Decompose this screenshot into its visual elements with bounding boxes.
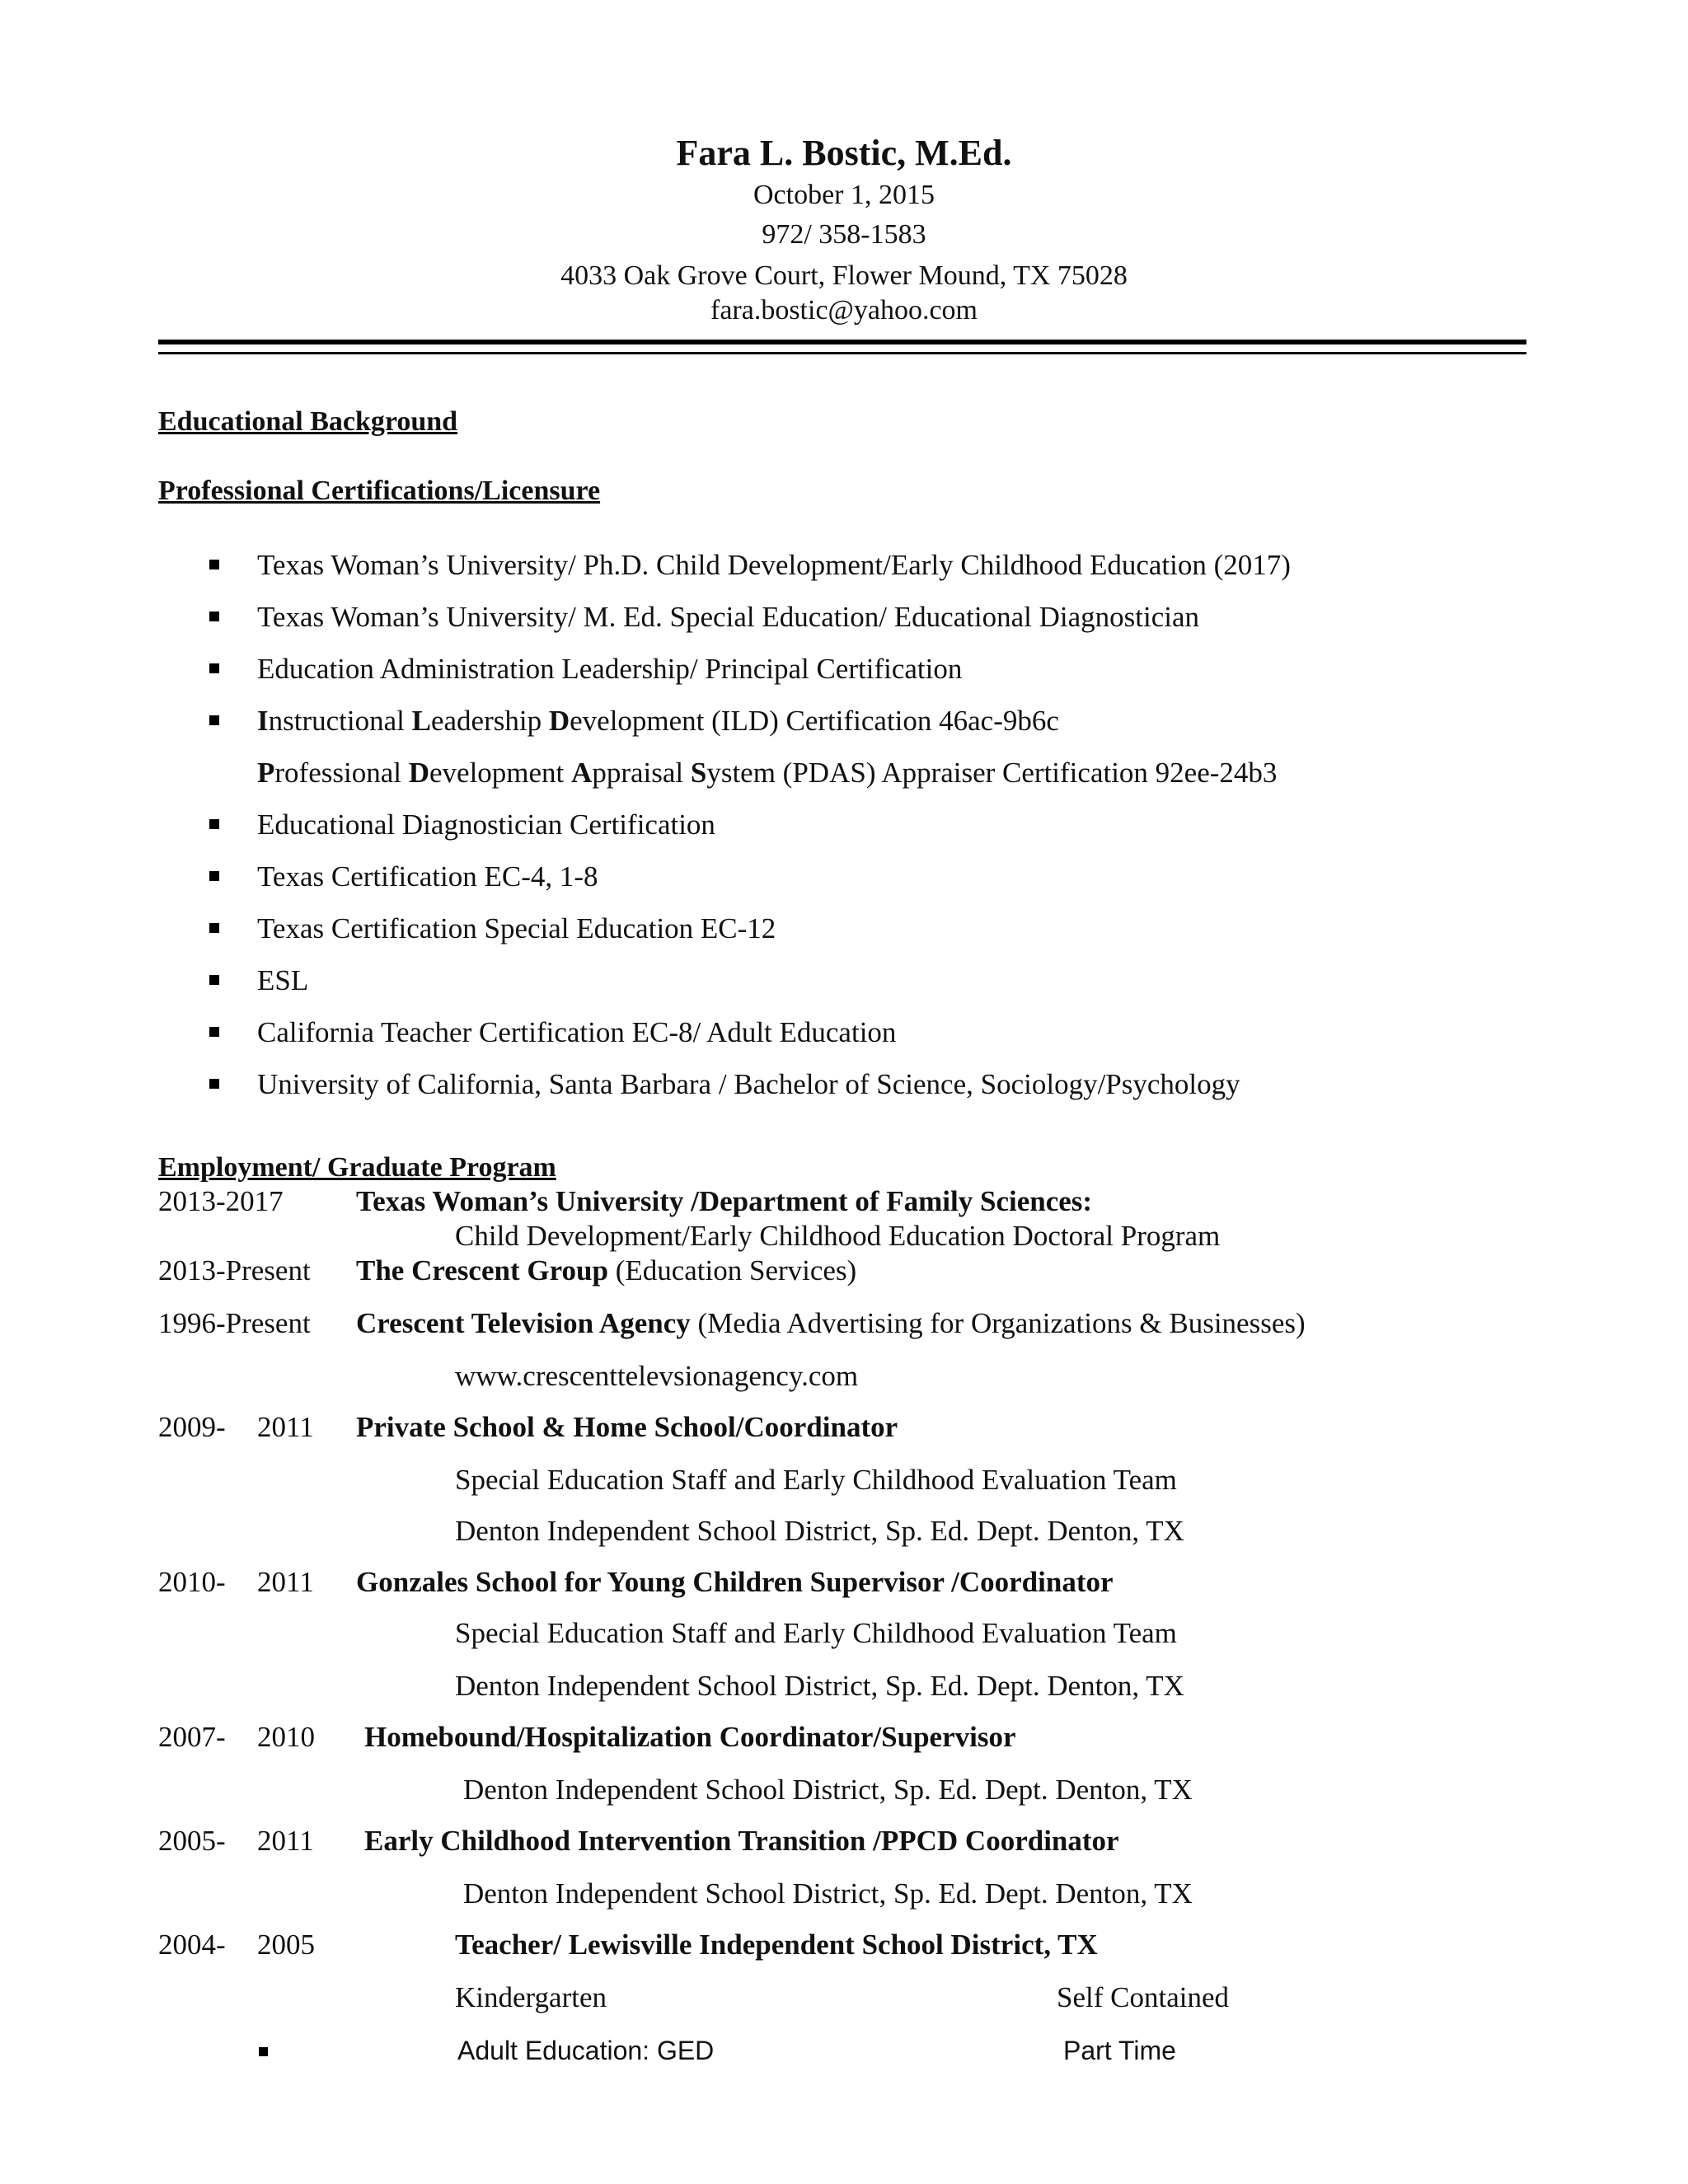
section-certifications: Professional Certifications/Licensure: [158, 476, 601, 506]
employment-title: Early Childhood Intervention Transition /PPCD Coordinator: [364, 1825, 1119, 1857]
bullet-icon: [209, 663, 219, 673]
employment-years: 2005-: [158, 1825, 226, 1857]
list-item: Texas Woman’s University/ Ph.D. Child Development/Early Childhood Education (2017): [158, 539, 1559, 591]
employment-title: Crescent Television Agency (Media Advertising for Organizations & Businesses): [356, 1307, 1306, 1339]
bullet-icon: [209, 819, 219, 829]
section-educational-background: Educational Background: [158, 406, 458, 437]
employment-years-end: 2011: [257, 1411, 314, 1443]
list-item: Texas Certification Special Education EC-12: [158, 902, 1559, 954]
list-item: Professional Development Appraisal System (PDAS) Appraiser Certification 92ee-24b3: [257, 757, 1278, 789]
employment-years-end: 2011: [257, 1825, 314, 1857]
employment-detail-type: Self Contained: [1057, 1981, 1229, 2013]
employment-detail: Child Development/Early Childhood Education Doctoral Program: [455, 1220, 1221, 1252]
employment-years-end: 2010: [257, 1721, 315, 1753]
employment-detail-type: Part Time: [1063, 2036, 1176, 2065]
bullet-icon: [209, 975, 219, 985]
employment-years-end: 2005: [257, 1929, 315, 1961]
phone-number: 972/ 358-1583: [762, 219, 926, 250]
certification-list: [158, 539, 1559, 1110]
bullet-icon: [209, 560, 219, 569]
list-item: California Teacher Certification EC-8/ Adult Education: [158, 1006, 1559, 1058]
employment-detail: www.crescenttelevsionagency.com: [455, 1360, 859, 1392]
employment-detail: Denton Independent School District, Sp. Ed. Dept. Denton, TX: [463, 1774, 1193, 1806]
employment-detail: Special Education Staff and Early Childhood Evaluation Team: [455, 1464, 1177, 1496]
email-address: fara.bostic@yahoo.com: [710, 295, 978, 326]
list-item: Education Administration Leadership/ Principal Certification: [158, 643, 1559, 695]
employment-title: Texas Woman’s University /Department of Family Sciences:: [356, 1185, 1093, 1217]
bullet-icon: [209, 715, 219, 725]
employment-title: Private School & Home School/Coordinator: [356, 1411, 898, 1443]
section-employment: Employment/ Graduate Program: [158, 1152, 556, 1183]
list-item: Texas Certification EC-4, 1-8: [158, 851, 1559, 902]
list-item: Instructional Leadership Development (ILD) Certification 46ac-9b6c: [158, 695, 1559, 747]
bullet-icon: [209, 1027, 219, 1037]
address: 4033 Oak Grove Court, Flower Mound, TX 75028: [560, 260, 1128, 291]
resume-name: Fara L. Bostic, M.Ed.: [676, 133, 1012, 173]
employment-detail: Kindergarten: [455, 1981, 607, 2013]
list-item: ESL: [158, 954, 1559, 1006]
bullet-icon: [209, 612, 219, 621]
header-rule-thin: [158, 352, 1526, 354]
employment-title: Homebound/Hospitalization Coordinator/Supervisor: [364, 1721, 1016, 1753]
employment-detail: Denton Independent School District, Sp. Ed. Dept. Denton, TX: [455, 1515, 1184, 1547]
employment-years: 2004-: [158, 1929, 226, 1961]
employment-detail: Special Education Staff and Early Childhood Evaluation Team: [455, 1617, 1177, 1649]
employment-title: The Crescent Group (Education Services): [356, 1254, 857, 1286]
bullet-icon: [209, 923, 219, 933]
employment-detail: Denton Independent School District, Sp. Ed. Dept. Denton, TX: [463, 1877, 1193, 1910]
employment-years-end: 2011: [257, 1566, 314, 1598]
list-item: University of California, Santa Barbara / Bachelor of Science, Sociology/Psychology: [158, 1058, 1559, 1110]
employment-title: Gonzales School for Young Children Supervisor /Coordinator: [356, 1566, 1114, 1598]
header-rule-thick: [158, 340, 1526, 344]
bullet-icon: [259, 2047, 268, 2056]
resume-date: October 1, 2015: [753, 180, 935, 210]
bullet-icon: [209, 871, 219, 881]
employment-detail: Denton Independent School District, Sp. Ed. Dept. Denton, TX: [455, 1670, 1184, 1702]
employment-years: 2013-2017: [158, 1185, 284, 1217]
bullet-icon: [209, 1079, 219, 1089]
employment-years: 2009-: [158, 1411, 226, 1443]
list-item: Texas Woman’s University/ M. Ed. Special Education/ Educational Diagnostician: [158, 591, 1559, 643]
list-item: Educational Diagnostician Certification: [158, 799, 1559, 851]
employment-years: 2007-: [158, 1721, 226, 1753]
employment-detail: Adult Education: GED: [457, 2036, 715, 2065]
employment-years: 1996-Present: [158, 1307, 311, 1339]
employment-title: Teacher/ Lewisville Independent School District, TX: [455, 1929, 1098, 1961]
employment-years: 2013-Present: [158, 1254, 311, 1286]
employment-years: 2010-: [158, 1566, 226, 1598]
